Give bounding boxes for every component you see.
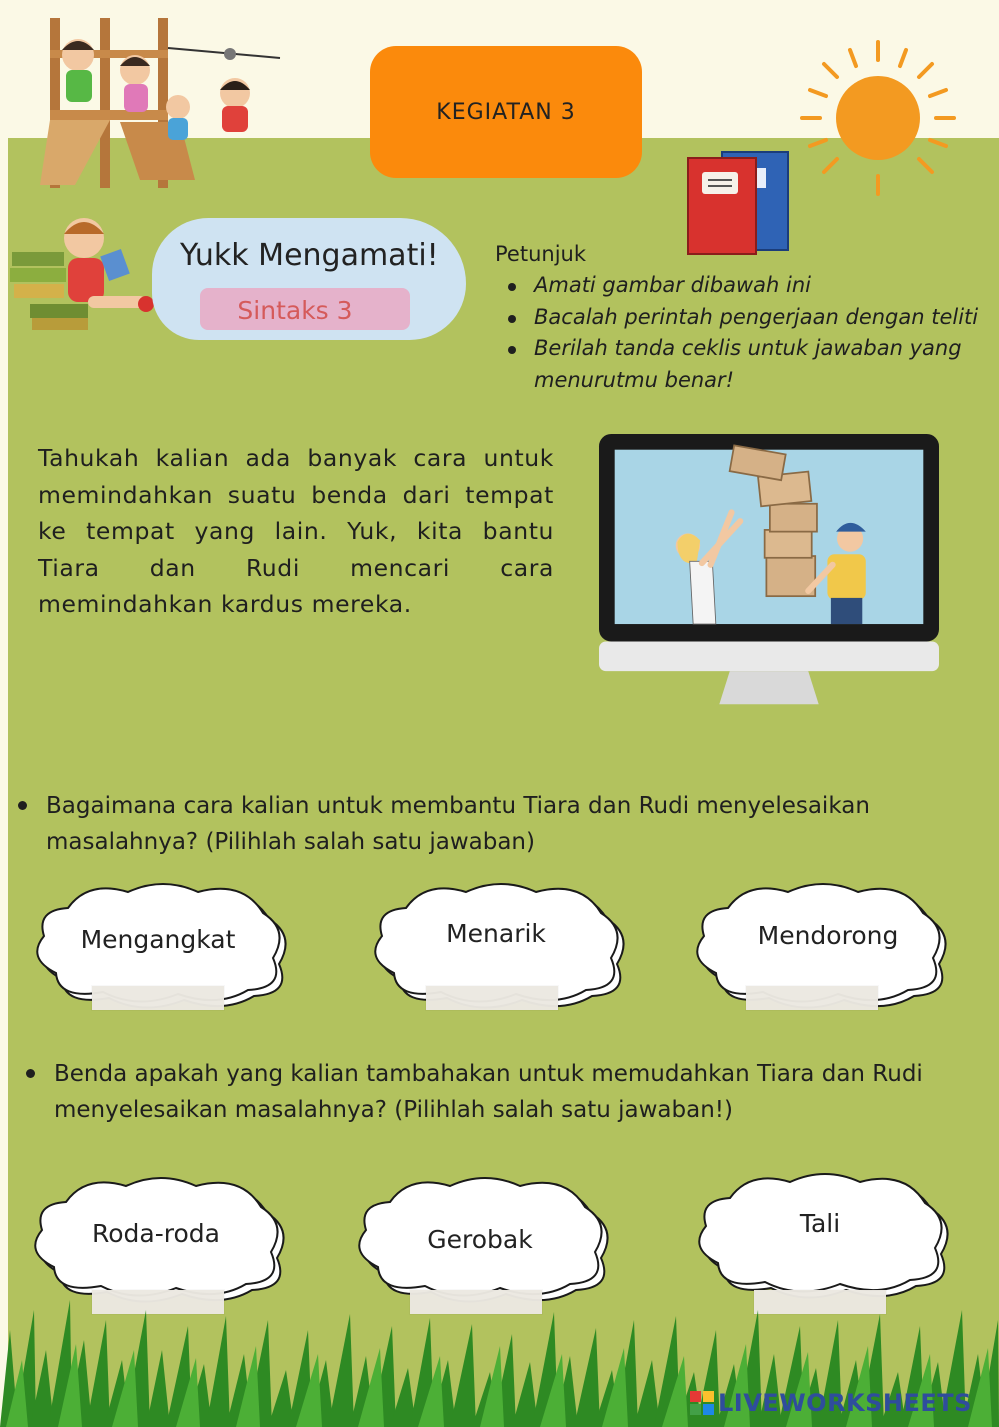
answer-option-gerobak[interactable] xyxy=(350,1172,620,1304)
liveworksheets-logo-icon xyxy=(690,1391,714,1415)
answer-checkbox[interactable] xyxy=(92,986,224,1010)
bullet-icon xyxy=(26,1069,35,1078)
books-icon xyxy=(686,150,796,256)
answer-option-mengangkat[interactable] xyxy=(28,878,298,1010)
sun-icon xyxy=(798,38,968,198)
question-2 xyxy=(26,1056,986,1128)
bubble-title: Yukk Mengamati! xyxy=(180,238,439,273)
petunjuk-item: Berilah tanda ceklis untuk jawaban yang menurutmu benar! xyxy=(508,333,994,396)
answer-option-roda-roda[interactable] xyxy=(26,1172,296,1304)
answer-checkbox[interactable] xyxy=(746,986,878,1010)
option-label: Menarik xyxy=(446,918,546,948)
question-1 xyxy=(18,788,918,860)
question-1-text: Bagaimana cara kalian untuk membantu Tiara dan Rudi menyelesaikan masalahnya? (Pilihlah salah satu jawaban) xyxy=(46,793,870,855)
liveworksheets-logo xyxy=(690,1386,990,1420)
answer-option-tali[interactable] xyxy=(690,1168,960,1300)
logo-text: LIVEWORKSHEETS xyxy=(718,1389,972,1417)
petunjuk-list xyxy=(508,270,994,396)
reading-girl-illustration xyxy=(8,212,156,334)
option-label: Mengangkat xyxy=(80,924,236,954)
intro-paragraph: Tahukah kalian ada banyak cara untuk memindahkan suatu benda dari tempat ke tempat yang lain. Yuk, kita bantu Tiara dan Rudi mencari cara memindahkan kardus mereka. xyxy=(38,444,554,618)
option-label: Mendorong xyxy=(757,920,899,950)
monitor-illustration xyxy=(574,434,964,706)
petunjuk-item: Amati gambar dibawah ini xyxy=(508,270,994,302)
activity-badge: KEGIATAN 3 xyxy=(370,46,642,178)
petunjuk-heading: Petunjuk xyxy=(495,242,586,266)
sintaks-label: Sintaks 3 xyxy=(237,296,353,325)
petunjuk-item: Bacalah perintah pengerjaan dengan teliti xyxy=(508,302,994,334)
option-label: Tali xyxy=(799,1208,841,1238)
option-label: Gerobak xyxy=(427,1224,533,1254)
answer-option-menarik[interactable] xyxy=(366,878,636,1010)
answer-option-mendorong[interactable] xyxy=(688,878,958,1010)
bullet-icon xyxy=(18,801,27,810)
playground-illustration xyxy=(30,10,290,190)
question-2-text: Benda apakah yang kalian tambahakan untuk memudahkan Tiara dan Rudi menyelesaikan masalahnya? (Pilihlah salah satu jawaban!) xyxy=(54,1061,923,1123)
option-label: Roda-roda xyxy=(92,1218,220,1248)
answer-checkbox[interactable] xyxy=(426,986,558,1010)
